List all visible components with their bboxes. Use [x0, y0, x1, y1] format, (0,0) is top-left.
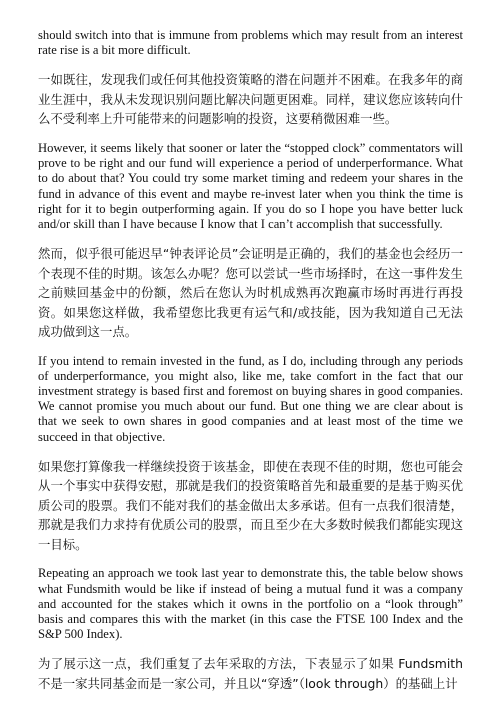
- paragraph-en-2: However, it seems likely that sooner or later the “stopped clock” commentators will prove to be right and our fund will experience a period of underperformance. What to do about that? You could try some market timing and redeem your shares in the fund in advance of this event and maybe re-invest later when you think the time is right for it to begin outperforming again. If you do so I hope you have better luck and/or skill than I have because I know that I can’t accomplish that successfully.: [38, 140, 463, 231]
- paragraph-en-3: If you intend to remain invested in the fund, as I do, including through any periods of underperformance, you might also, like me, take comfort in the fact that our investment strategy is based first and foremost on buying shares in good companies. We cannot promise you much about our fund. But one thing we are clear about is that we seek to own shares in good companies and at least most of the time we succeed in that objective.: [38, 353, 463, 444]
- paragraph-zh-4: 为了展示这一点，我们重复了去年采取的方法，下表显示了如果 Fundsmith 不是一家共同基金而是一家公司，并且以“穿透”（look through）的基础上计: [38, 656, 463, 691]
- paragraph-zh-1: 一如既往，发现我们或任何其他投资策略的潜在问题并不困难。在我多年的商业生涯中，我从未发现识别问题比解决问题更困难。同样，建议您应该转向什么不受利率上升可能带来的问题影响的投资，这要稍微困难一些。: [38, 72, 463, 127]
- paragraph-zh-2: 然而，似乎很可能迟早“钟表评论员”会证明是正确的，我们的基金也会经历一个表现不佳的时期。该怎么办呢？您可以尝试一些市场择时，在这一事件发生之前赎回基金中的份额，然后在您认为时机成熟再次跑赢市场时再进行再投资。如果您这样做，我希望您比我更有运气和/或技能，因为我知道自己无法成功做到这一点。: [38, 246, 463, 340]
- paragraph-en-1: should switch into that is immune from problems which may result from an interest rate rise is a bit more difficult.: [38, 28, 463, 58]
- document-page: [38, 28, 463, 705]
- paragraph-zh-3: 如果您打算像我一样继续投资于该基金，即使在表现不佳的时期，您也可能会从一个事实中获得安慰，那就是我们的投资策略首先和最重要的是基于购买优质公司的股票。我们不能对我们的基金做出太多承诺。但有一点我们很清楚，那就是我们力求持有优质公司的股票，而且至少在大多数时候我们都能实现这一目标。: [38, 458, 463, 552]
- paragraph-en-4: Repeating an approach we took last year to demonstrate this, the table below shows what Fundsmith would be like if instead of being a mutual fund it was a company and accounted for the stakes which it owns in the portfolio on a “look through” basis and compares this with the market (in this case the FTSE 100 Index and the S&P 500 Index).: [38, 566, 463, 642]
